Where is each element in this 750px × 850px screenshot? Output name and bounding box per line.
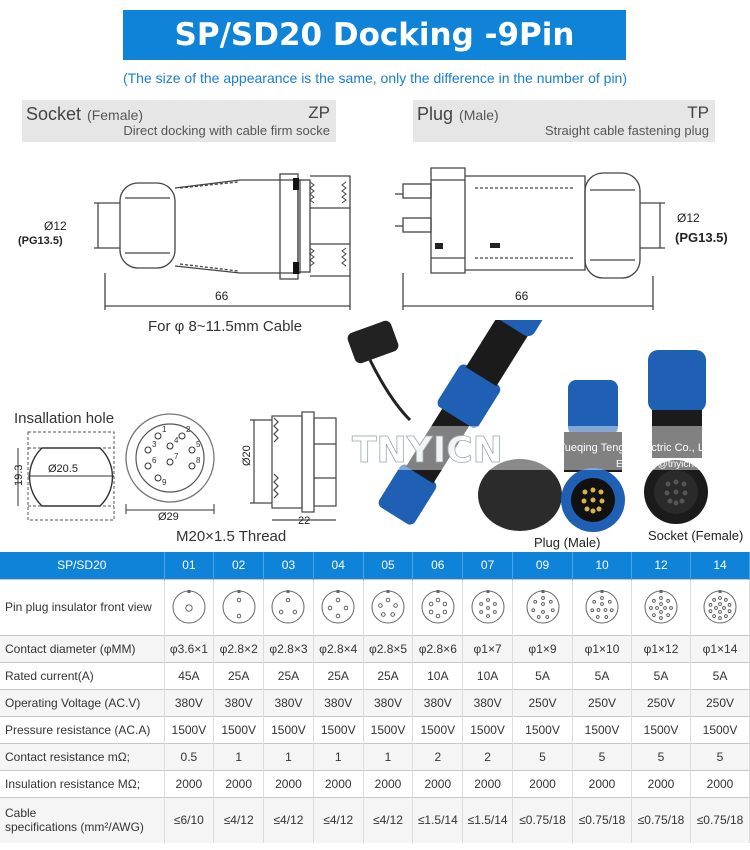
- row-label: Contact resistance mΩ;: [0, 743, 164, 770]
- table-cell: 2000: [214, 770, 264, 797]
- column-header: 01: [164, 552, 214, 579]
- table-cell: 380V: [264, 689, 314, 716]
- table-cell: 45A: [164, 662, 214, 689]
- column-header: 04: [313, 552, 363, 579]
- table-cell: 0.5: [164, 743, 214, 770]
- install-hole-height: 19.3: [13, 464, 25, 486]
- pin-layout-icon: [219, 587, 259, 627]
- table-cell: 2000: [632, 770, 691, 797]
- table-cell: φ2.8×2: [214, 635, 264, 662]
- row-label: Insulation resistance MΩ;: [0, 770, 164, 797]
- table-cell: 5: [513, 743, 573, 770]
- table-row: [0, 716, 750, 743]
- row-label: Pin plug insulator front view: [0, 579, 164, 635]
- email-watermark: E-mail: ty@tnyicn.com: [616, 459, 716, 470]
- table-cell: 2: [463, 743, 513, 770]
- plug-desc: Straight cable fastening plug: [544, 123, 709, 138]
- row-label: Contact diameter (φMM): [0, 635, 164, 662]
- cable-caption: For φ 8~11.5mm Cable: [148, 318, 303, 335]
- table-cell: 25A: [313, 662, 363, 689]
- pin-layout-icon: [641, 587, 681, 627]
- table-cell: ≤4/12: [363, 797, 413, 843]
- table-cell: ≤0.75/18: [513, 797, 573, 843]
- table-cell: 1: [363, 743, 413, 770]
- plug-gender: (Male): [459, 107, 499, 123]
- table-cell: φ2.8×3: [264, 635, 314, 662]
- column-header: 06: [413, 552, 463, 579]
- table-cell: 380V: [463, 689, 513, 716]
- plug-code: TP: [687, 103, 709, 122]
- pin-number-8: 8: [196, 456, 201, 465]
- table-cell: φ2.8×4: [313, 635, 363, 662]
- table-cell: 2000: [313, 770, 363, 797]
- product-photo: [330, 320, 750, 552]
- plug-name: Plug: [417, 104, 454, 124]
- brand-reg-mark: ®: [522, 430, 532, 441]
- socket-female-label: Socket (Female): [648, 528, 744, 543]
- column-header: 03: [264, 552, 314, 579]
- pin-front-view-cell: [363, 579, 413, 635]
- table-cell: ≤1.5/14: [463, 797, 513, 843]
- table-cell: 5A: [632, 662, 691, 689]
- table-cell: 1: [214, 743, 264, 770]
- pin-front-view-cell: [513, 579, 573, 635]
- face-diameter-label: Ø29: [158, 511, 179, 522]
- table-row: [0, 579, 750, 635]
- table-cell: φ1×7: [463, 635, 513, 662]
- socket-technical-drawing: [10, 148, 355, 313]
- pin-front-view-cell: [264, 579, 314, 635]
- table-cell: ≤0.75/18: [632, 797, 691, 843]
- table-cell: ≤4/12: [214, 797, 264, 843]
- socket-dia-label: Ø12: [44, 219, 67, 233]
- pin-layout-icon: [523, 587, 563, 627]
- table-cell: 1: [264, 743, 314, 770]
- side-dia-label: Ø20: [241, 445, 253, 466]
- table-row: [0, 635, 750, 662]
- plug-length-label: 66: [515, 289, 529, 303]
- table-cell: φ3.6×1: [164, 635, 214, 662]
- socket-pg-label: (PG13.5): [18, 235, 63, 247]
- plug-technical-drawing: [395, 148, 740, 313]
- table-cell: ≤4/12: [313, 797, 363, 843]
- table-cell: 380V: [313, 689, 363, 716]
- page-subtitle: (The size of the appearance is the same, only the difference in the number of pin): [122, 70, 628, 86]
- pin-layout-icon: [169, 587, 209, 627]
- table-cell: 1500V: [214, 716, 264, 743]
- table-corner-header: SP/SD20: [0, 552, 164, 579]
- pin-front-view-cell: [313, 579, 363, 635]
- page-title: SP/SD20 Docking -9Pin: [123, 10, 626, 60]
- dust-cap-illustration: [346, 320, 410, 420]
- table-cell: 380V: [363, 689, 413, 716]
- table-cell: 1500V: [463, 716, 513, 743]
- table-cell: 2: [413, 743, 463, 770]
- pin-layout-icon: [582, 587, 622, 627]
- socket-code: ZP: [308, 103, 330, 122]
- install-hole-width: Ø20.5: [48, 463, 78, 475]
- table-cell: 2000: [363, 770, 413, 797]
- pin-front-view-cell: [413, 579, 463, 635]
- table-cell: 2000: [513, 770, 573, 797]
- column-header: 10: [573, 552, 632, 579]
- table-cell: 250V: [632, 689, 691, 716]
- column-header: 02: [214, 552, 264, 579]
- table-cell: 5A: [691, 662, 750, 689]
- company-watermark: Yueqing Tengyi Electric Co., Ltd.: [558, 442, 717, 454]
- table-cell: 25A: [264, 662, 314, 689]
- table-cell: 2000: [164, 770, 214, 797]
- socket-spec-box: [22, 100, 336, 142]
- table-cell: 2000: [573, 770, 632, 797]
- row-label: Operating Voltage (AC.V): [0, 689, 164, 716]
- pin-number-5: 5: [196, 440, 201, 449]
- column-header: 14: [691, 552, 750, 579]
- table-cell: 1500V: [513, 716, 573, 743]
- socket-name: Socket: [26, 104, 82, 124]
- row-label: Cable specifications (mm²/AWG): [0, 797, 164, 843]
- pin-number-7: 7: [174, 452, 179, 461]
- pin-front-view-cell: [164, 579, 214, 635]
- table-cell: 25A: [363, 662, 413, 689]
- socket-desc: Direct docking with cable firm socke: [123, 123, 330, 138]
- column-header: 05: [363, 552, 413, 579]
- plug-spec-box: [413, 100, 715, 142]
- table-cell: 1500V: [413, 716, 463, 743]
- table-header-row: [0, 552, 750, 579]
- plug-pg-label: (PG13.5): [675, 230, 728, 245]
- table-row: [0, 797, 750, 843]
- table-cell: 1500V: [313, 716, 363, 743]
- pin-layout-icon: [318, 587, 358, 627]
- table-cell: 250V: [513, 689, 573, 716]
- table-cell: 5: [691, 743, 750, 770]
- pin-front-view-cell: [573, 579, 632, 635]
- column-header: 07: [463, 552, 513, 579]
- table-cell: φ1×9: [513, 635, 573, 662]
- spec-table: [0, 552, 750, 843]
- table-row: [0, 689, 750, 716]
- table-cell: 1500V: [264, 716, 314, 743]
- column-header: 12: [632, 552, 691, 579]
- column-header: 09: [513, 552, 573, 579]
- install-hole-drawing: [8, 428, 118, 528]
- table-cell: ≤0.75/18: [691, 797, 750, 843]
- row-label: Pressure resistance (AC.A): [0, 716, 164, 743]
- table-cell: 2000: [413, 770, 463, 797]
- table-cell: 1500V: [632, 716, 691, 743]
- pin-number-4: 4: [174, 436, 179, 445]
- table-cell: ≤0.75/18: [573, 797, 632, 843]
- table-cell: ≤4/12: [264, 797, 314, 843]
- table-cell: ≤6/10: [164, 797, 214, 843]
- table-cell: 2000: [463, 770, 513, 797]
- table-cell: 5: [632, 743, 691, 770]
- table-cell: 1500V: [691, 716, 750, 743]
- install-hole-label: Insallation hole: [14, 410, 115, 427]
- pin-layout-icon: [368, 587, 408, 627]
- table-cell: ≤1.5/14: [413, 797, 463, 843]
- pin-number-1: 1: [162, 425, 167, 434]
- side-length-label: 22: [298, 515, 311, 527]
- table-cell: φ1×10: [573, 635, 632, 662]
- table-cell: φ1×14: [691, 635, 750, 662]
- table-cell: 380V: [164, 689, 214, 716]
- pin-layout-icon: [418, 587, 458, 627]
- pin-number-9: 9: [162, 478, 167, 487]
- table-cell: 10A: [413, 662, 463, 689]
- table-cell: 380V: [413, 689, 463, 716]
- socket-length-label: 66: [215, 289, 229, 303]
- table-cell: 1500V: [363, 716, 413, 743]
- table-row: [0, 662, 750, 689]
- table-cell: 250V: [691, 689, 750, 716]
- pin-number-3: 3: [152, 440, 157, 449]
- pin-number-6: 6: [152, 456, 157, 465]
- brand-watermark: TNYICN: [352, 430, 503, 471]
- pin-layout-icon: [700, 587, 740, 627]
- pin-front-view-cell: [463, 579, 513, 635]
- plug-male-label: Plug (Male): [534, 535, 601, 550]
- pin-number-2: 2: [186, 425, 191, 434]
- table-cell: 2000: [264, 770, 314, 797]
- table-cell: 1500V: [164, 716, 214, 743]
- pin-front-view-cell: [691, 579, 750, 635]
- table-cell: 250V: [573, 689, 632, 716]
- table-cell: 380V: [214, 689, 264, 716]
- table-cell: 1500V: [573, 716, 632, 743]
- table-cell: 1: [313, 743, 363, 770]
- table-cell: 2000: [691, 770, 750, 797]
- thread-caption: M20×1.5 Thread: [176, 528, 287, 545]
- table-row: [0, 770, 750, 797]
- pin-layout-icon: [268, 587, 308, 627]
- pin-layout-icon: [468, 587, 508, 627]
- pin-front-view-cell: [632, 579, 691, 635]
- table-row: [0, 743, 750, 770]
- table-cell: 5A: [513, 662, 573, 689]
- socket-face-drawing: [120, 410, 225, 522]
- table-cell: φ1×12: [632, 635, 691, 662]
- table-cell: 10A: [463, 662, 513, 689]
- socket-gender: (Female): [87, 107, 144, 123]
- row-label: Rated current(A): [0, 662, 164, 689]
- table-cell: φ2.8×6: [413, 635, 463, 662]
- pin-front-view-cell: [214, 579, 264, 635]
- table-cell: φ2.8×5: [363, 635, 413, 662]
- table-cell: 25A: [214, 662, 264, 689]
- plug-dia-label: Ø12: [677, 211, 700, 225]
- table-cell: 5A: [573, 662, 632, 689]
- socket-side-drawing: [232, 408, 342, 528]
- table-cell: 5: [573, 743, 632, 770]
